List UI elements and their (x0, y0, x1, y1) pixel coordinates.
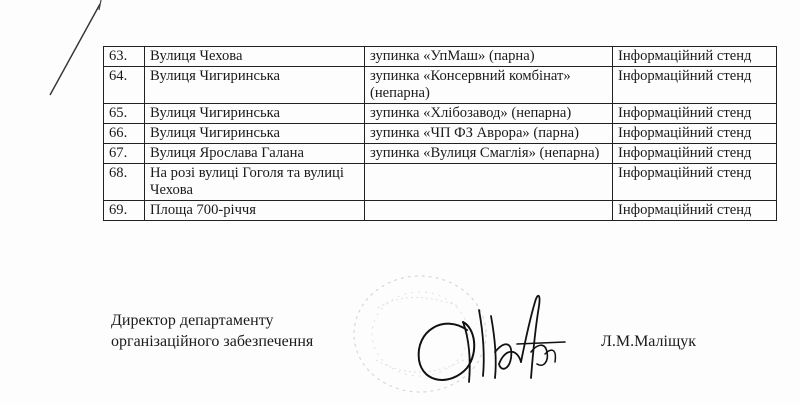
stop-cell: зупинка «ЧП ФЗ Аврора» (парна) (365, 124, 613, 144)
signer-position-line2: організаційного забезпечення (111, 333, 314, 350)
street-cell: Площа 700-річчя (145, 201, 365, 221)
street-cell: На розі вулиці Гоголя та вулиці Чехова (145, 164, 365, 201)
handwritten-signature-icon (405, 282, 575, 397)
signer-position-line1: Директор департаменту (111, 312, 274, 329)
stop-cell (365, 164, 613, 201)
stop-cell: зупинка «Консервний комбінат» (непарна) (365, 67, 613, 104)
type-cell: Інформаційний стенд (613, 164, 777, 201)
type-cell: Інформаційний стенд (613, 67, 777, 104)
table-row (104, 201, 777, 221)
signature-block (111, 310, 313, 352)
stop-cell (365, 201, 613, 221)
street-cell: Вулиця Чигиринська (145, 124, 365, 144)
row-number: 63. (104, 47, 145, 67)
row-number: 68. (104, 164, 145, 201)
type-cell: Інформаційний стенд (613, 47, 777, 67)
table-row (104, 104, 777, 124)
row-number: 67. (104, 144, 145, 164)
row-number: 65. (104, 104, 145, 124)
street-cell: Вулиця Чигиринська (145, 104, 365, 124)
street-cell: Вулиця Ярослава Галана (145, 144, 365, 164)
street-cell: Вулиця Чигиринська (145, 67, 365, 104)
stop-cell: зупинка «УпМаш» (парна) (365, 47, 613, 67)
table-row (104, 67, 777, 104)
stop-cell: зупинка «Хлібозавод» (непарна) (365, 104, 613, 124)
row-number: 64. (104, 67, 145, 104)
type-cell: Інформаційний стенд (613, 124, 777, 144)
type-cell: Інформаційний стенд (613, 104, 777, 124)
stop-cell: зупинка «Вулиця Смаглія» (непарна) (365, 144, 613, 164)
type-cell: Інформаційний стенд (613, 144, 777, 164)
row-number: 69. (104, 201, 145, 221)
table-row (104, 47, 777, 67)
table-row (104, 144, 777, 164)
street-cell: Вулиця Чехова (145, 47, 365, 67)
row-number: 66. (104, 124, 145, 144)
registry-table (103, 46, 777, 221)
signer-name: Л.М.Маліщук (601, 333, 697, 350)
table-row (104, 124, 777, 144)
table-row (104, 164, 777, 201)
type-cell: Інформаційний стенд (613, 201, 777, 221)
